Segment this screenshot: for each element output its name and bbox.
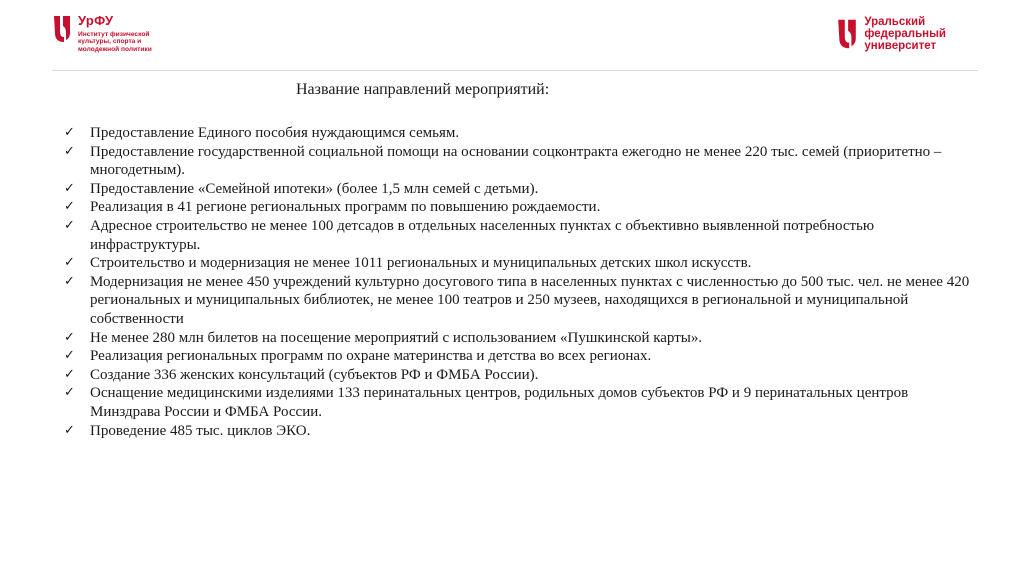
check-icon: ✓ xyxy=(64,273,75,289)
urfu-emblem-icon xyxy=(836,16,858,52)
check-icon: ✓ xyxy=(64,199,75,215)
check-icon: ✓ xyxy=(64,180,75,196)
list-item-text: Проведение 485 тыс. циклов ЭКО. xyxy=(90,422,311,439)
list-item-text: Создание 336 женских консультаций (субъектов РФ и ФМБА России). xyxy=(90,366,539,383)
list-item-text: Не менее 280 млн билетов на посещение мероприятий с использованием «Пушкинской карты». xyxy=(90,329,703,346)
list-item xyxy=(62,422,972,441)
check-icon: ✓ xyxy=(64,125,75,140)
measures-list xyxy=(62,124,972,440)
list-item-text: Реализация региональных программ по охране материнства и детства во всех регионах. xyxy=(90,348,652,365)
list-item-text: Предоставление государственной социальной помощи на основании соцконтракта ежегодно не менее 220 тыс. семей (приоритетно – многодетным). xyxy=(90,143,942,179)
list-item-text: Предоставление Единого пособия нуждающимся семьям. xyxy=(90,125,460,141)
header-divider xyxy=(52,70,978,71)
urfu-university-logo xyxy=(836,16,946,52)
list-item xyxy=(62,198,972,217)
list-item-text: Строительство и модернизация не менее 1011 региональных и муниципальных детских школ искусств. xyxy=(90,255,752,272)
list-item xyxy=(62,217,972,254)
list-item-text: Модернизация не менее 450 учреждений культурно досугового типа в населенных пунктах с численностью до 500 тыс. чел. не менее 420 региональных и муниципальных библиотек, не менее 100 театров и 250 музеев, находящихся в региональной и муниципальной собственности xyxy=(90,273,970,327)
urfu-emblem-icon xyxy=(52,14,72,44)
urfu-brand: УрФУ xyxy=(78,13,114,28)
institute-name: Институт физической культуры, спорта и молодежной политики xyxy=(78,31,152,53)
check-icon: ✓ xyxy=(64,348,75,364)
list-item xyxy=(62,384,972,421)
list-item-text: Предоставление «Семейной ипотеки» (более 1,5 млн семей с детьми). xyxy=(90,180,539,197)
header xyxy=(0,0,1024,70)
check-icon: ✓ xyxy=(64,329,75,345)
list-item xyxy=(62,254,972,273)
check-icon: ✓ xyxy=(64,385,75,401)
page-title: Название направлений мероприятий: xyxy=(296,81,550,98)
check-icon: ✓ xyxy=(64,143,75,159)
university-name: Уральский федеральный университет xyxy=(864,16,946,52)
list-item-text: Адресное строительство не менее 100 детсадов в отдельных населенных пунктах с объективно выявленной потребностью инфраструктуры. xyxy=(90,217,875,253)
check-icon: ✓ xyxy=(64,255,75,271)
list-item xyxy=(62,143,972,180)
list-item xyxy=(62,366,972,385)
list-item-text: Оснащение медицинскими изделиями 133 перинатальных центров, родильных домов субъектов РФ и 9 перинатальных центров Минздрава России и ФМБА России. xyxy=(90,385,909,420)
check-icon: ✓ xyxy=(64,366,75,382)
list-item xyxy=(62,180,972,199)
list-item xyxy=(62,347,972,366)
urfu-institute-logo xyxy=(52,14,152,53)
list-item xyxy=(62,329,972,348)
list-item-text: Реализация в 41 регионе региональных программ по повышению рождаемости. xyxy=(90,199,601,216)
check-icon: ✓ xyxy=(64,217,75,233)
check-icon: ✓ xyxy=(64,422,75,438)
list-item xyxy=(62,124,972,143)
list-item xyxy=(62,273,972,329)
